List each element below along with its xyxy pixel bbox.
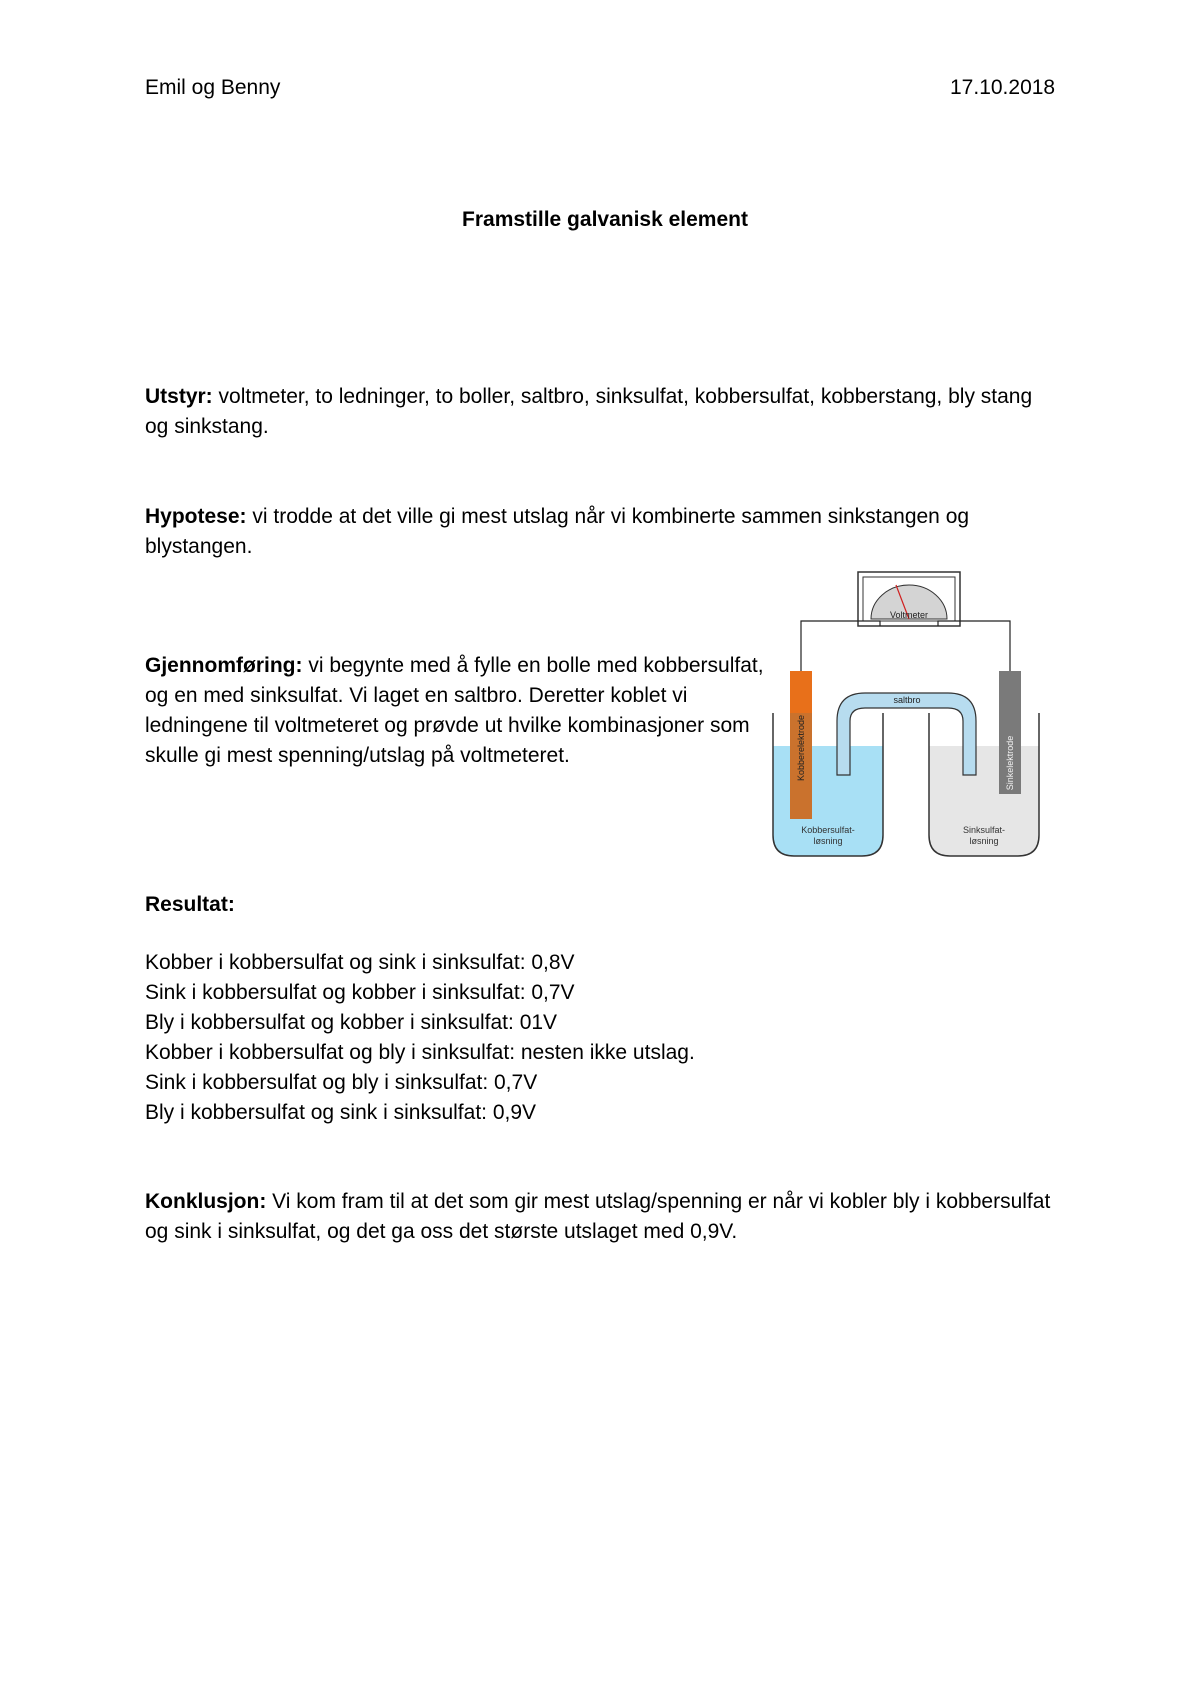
- hypothesis-paragraph: [145, 502, 1055, 562]
- procedure-text: vi begynte med å fylle en bolle med kobbersulfat, og en med sinksulfat. Vi laget en saltbro. Deretter koblet vi ledningene til voltmeteret og prøvde ut hvilke kombinasjoner som skulle gi mest spenning/utslag på voltmeteret.: [145, 654, 764, 767]
- list-item: Bly i kobbersulfat og sink i sinksulfat: 0,9V: [145, 1101, 537, 1124]
- list-item: Kobber i kobbersulfat og sink i sinksulfat: 0,8V: [145, 951, 575, 974]
- author-names: Emil og Benny: [145, 76, 281, 99]
- voltmeter-label: Voltmeter: [889, 610, 929, 620]
- zinc-solution-label-1: Sinksulfat-: [962, 825, 1006, 835]
- zinc-electrode-label: Sinkelektrode: [1005, 735, 1015, 791]
- equipment-text: voltmeter, to ledninger, to boller, saltbro, sinksulfat, kobbersulfat, kobberstang, bly stang og sinkstang.: [145, 385, 1033, 438]
- galvanic-cell-diagram: [770, 571, 1040, 861]
- conclusion-label: Konklusjon:: [145, 1190, 267, 1213]
- list-item: Sink i kobbersulfat og bly i sinksulfat: 0,7V: [145, 1071, 538, 1094]
- zinc-electrode: [999, 671, 1021, 794]
- left-wire: [801, 621, 880, 671]
- salt-bridge-label: saltbro: [893, 695, 921, 705]
- procedure-paragraph: [145, 651, 775, 771]
- hypothesis-label: Hypotese:: [145, 505, 247, 528]
- conclusion-paragraph: [145, 1187, 1055, 1247]
- equipment-paragraph: [145, 382, 1055, 442]
- copper-electrode: [790, 671, 812, 819]
- zinc-sulfate-beaker: [929, 713, 1039, 856]
- list-item: Kobber i kobbersulfat og bly i sinksulfat: nesten ikke utslag.: [145, 1041, 695, 1064]
- voltmeter-icon: [858, 572, 960, 626]
- copper-solution-label-1: Kobbersulfat-: [801, 825, 855, 835]
- results-heading: Resultat:: [145, 893, 235, 916]
- procedure-label: Gjennomføring:: [145, 654, 303, 677]
- copper-solution-label-2: løsning: [813, 836, 843, 846]
- list-item: Bly i kobbersulfat og kobber i sinksulfat: 01V: [145, 1011, 558, 1034]
- zinc-solution-label-2: løsning: [969, 836, 999, 846]
- hypothesis-text: vi trodde at det ville gi mest utslag når vi kombinerte sammen sinkstangen og blystangen.: [145, 505, 970, 558]
- copper-electrode-label: Kobberelektrode: [796, 714, 806, 782]
- document-date: 17.10.2018: [950, 76, 1056, 99]
- conclusion-text: Vi kom fram til at det som gir mest utslag/spenning er når vi kobler bly i kobbersulfat og sink i sinksulfat, og det ga oss det største utslaget med 0,9V.: [145, 1190, 1051, 1243]
- copper-sulfate-beaker: [773, 713, 883, 856]
- list-item: Sink i kobbersulfat og kobber i sinksulfat: 0,7V: [145, 981, 575, 1004]
- right-wire: [938, 621, 1010, 671]
- results-list: [145, 948, 695, 1128]
- equipment-label: Utstyr:: [145, 385, 213, 408]
- document-title: Framstille galvanisk element: [462, 208, 748, 231]
